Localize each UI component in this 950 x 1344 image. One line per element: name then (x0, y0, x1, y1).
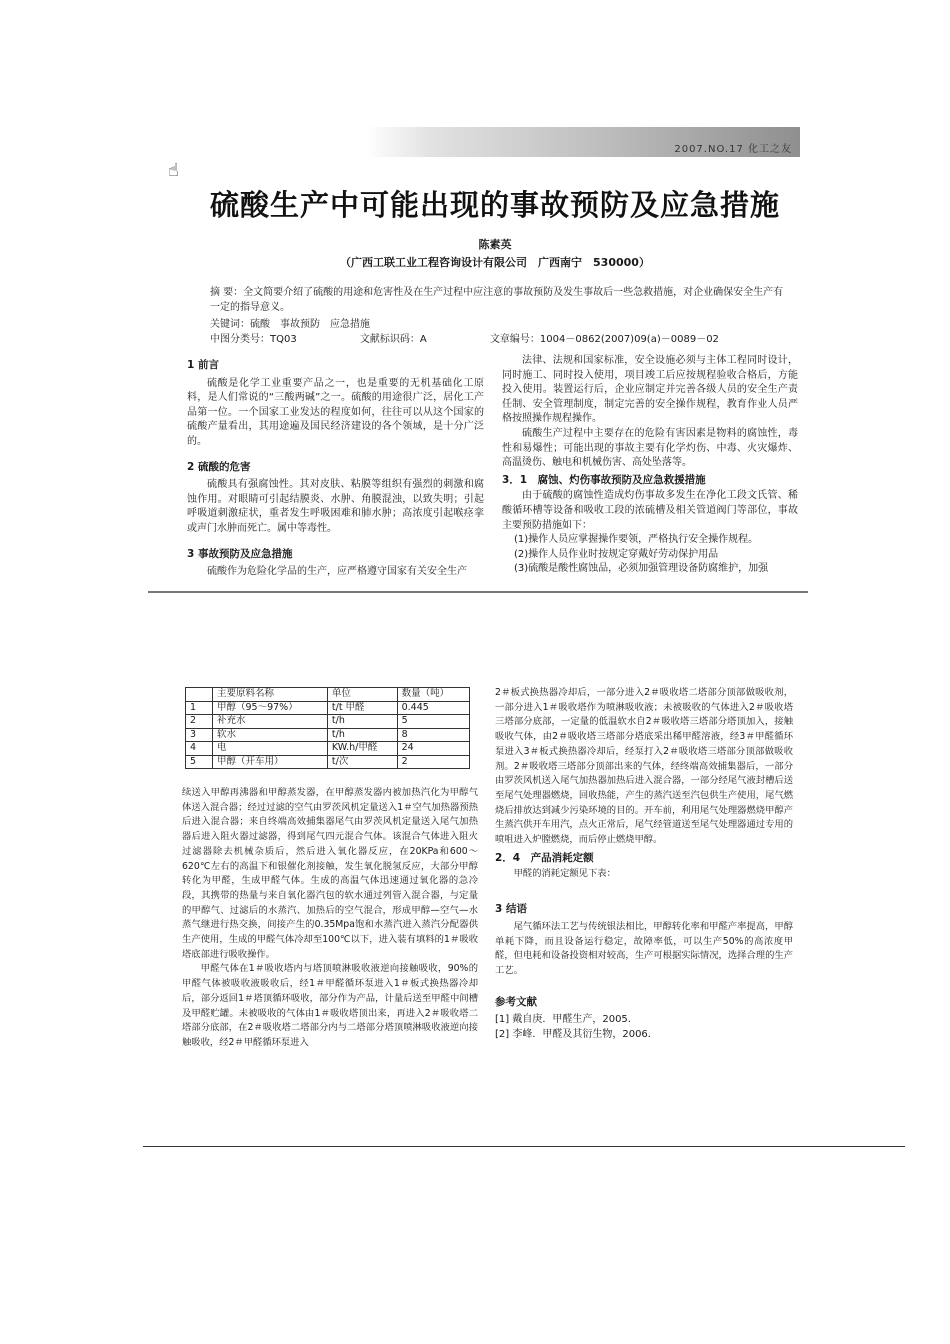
list-item: (2)操作人员作业时按规定穿戴好劳动保护用品 (514, 548, 719, 560)
paragraph: 由于硫酸的腐蚀性造成灼伤事故多发生在净化工段文氏管、稀酸循环槽等设备和吸收工段的浓硫槽及相关管道阀门等部位，事故主要预防措施如下： (502, 490, 798, 531)
reference-item: [2] 李峰．甲醛及其衍生物，2006． (495, 1029, 658, 1041)
consumption-table (185, 687, 470, 769)
section-heading: 2 硫酸的危害 (187, 460, 251, 473)
table-cell: 1 (186, 701, 213, 715)
table-header-row (186, 688, 470, 702)
table-cell: 4 (186, 742, 213, 756)
table-cell: 甲醇（开车用） (213, 755, 328, 769)
article-number: 文章编号：1004－0862(2007)09(a)－0089－02 (489, 334, 719, 345)
lower-right-column (495, 686, 793, 1042)
clc-number: 中图分类号：TQ03 (210, 334, 297, 345)
table-cell: 5 (186, 755, 213, 769)
upper-right-column (502, 354, 798, 577)
lower-left-column (182, 786, 478, 1051)
list-item: (1)操作人员应掌握操作要领，严格执行安全操作规程。 (514, 534, 759, 546)
journal-header-strip (366, 127, 800, 157)
table-row (186, 728, 470, 742)
section-heading: 1 前言 (187, 359, 219, 371)
paragraph: 续送入甲醇再沸器和甲醇蒸发器，在甲醇蒸发器内被加热汽化为甲醇气体送入混合器；经过过滤的空气由罗茨风机定量送入1＃空气加热器预热后进入混合器；来自终端高效捕集器尾气由罗茨风机定量送入尾气加热器后进入阻火器过滤器，得到尾气四元混合气体。该混合气体进入阻火过滤器除去机械杂质后，然后进入氧化器反应，在20KPa和600～620℃左右的高温下和银催化剂接触，发生氧化脱氢反应，大部分甲醇转化为甲醛，生成甲醛气体。生成的高温气体迅速通过氧化器的急冷段，其携带的热量与来自氧化器汽包的软水通过列管入混合器，与定量的甲醇气、过滤后的水蒸汽、加热后的空气混合，形成甲醇—空气—水蒸气继进行热交换，间接产生的0.35Mpa饱和水蒸汽进入蒸汽分配器供生产使用，生成的甲醛气体冷却至100℃以下，进入装有填料的1＃吸收塔底部进行吸收操作。 (182, 787, 478, 960)
reference-item: [1] 戴自庚．甲醛生产，2005． (495, 1014, 638, 1026)
paragraph: 硫酸具有强腐蚀性。其对皮肤、粘膜等组织有强烈的刺激和腐蚀作用。对眼睛可引起结膜炎、水肿、角膜混浊，以致失明；引起呼吸道刺激症状，重者发生呼吸困难和肺水肿；高浓度引起喉痉挛或声门水肿而死亡。属中等毒性。 (187, 479, 484, 534)
table-cell: KW.h/甲醛 (327, 742, 397, 756)
subsection-heading: 3．1 腐蚀、灼伤事故预防及应急救援措施 (502, 473, 706, 486)
table-cell: t/t 甲醛 (327, 701, 397, 715)
table-cell: 甲醇（95～97%） (213, 701, 328, 715)
table-cell: 0.445 (397, 701, 469, 715)
paragraph: 硫酸是化学工业重要产品之一，也是重要的无机基础化工原料，是人们常说的“三酸两碱”之一。硫酸的用途很广泛，居化工产品第一位。一个国家工业发达的程度如何，往往可以从这个国家的硫酸产量看出，其用途遍及国民经济建设的各个领域，是十分广泛的。 (187, 377, 484, 447)
table-cell: 2 (186, 715, 213, 729)
table-cell: 5 (397, 715, 469, 729)
table-header-cell: 单位 (327, 688, 397, 702)
page-divider (148, 591, 808, 593)
table-row (186, 701, 470, 715)
affiliation: （广西工联工业工程咨询设计有限公司 广西南宁 530000） (340, 256, 650, 269)
article-title: 硫酸生产中可能出现的事故预防及应急措施 (209, 188, 780, 222)
paragraph: 硫酸生产过程中主要存在的危险有害因素是物料的腐蚀性，毒性和易爆性；可能出现的事故主要有化学灼伤、中毒、火灾爆炸、高温烫伤、触电和机械伤害、高处坠落等。 (502, 427, 798, 469)
list-item: (3)硫酸是酸性腐蚀品，必须加强管理设备防腐维护，加强 (514, 563, 769, 575)
references-heading: 参考文献 (495, 995, 537, 1008)
paragraph: 尾气循环法工艺与传统银法相比，甲醇转化率和甲醛产率提高，甲醇单耗下降，而且设备运行稳定，故障率低，可以生产50%的高浓度甲醛，但电耗和设备投资相对较高，生产可根据实际情况，选择合理的生产工艺。 (495, 920, 793, 976)
paragraph: 硫酸作为危险化学品的生产，应严格遵守国家有关安全生产 (207, 566, 467, 578)
table-cell: 2 (397, 755, 469, 769)
abstract: 摘 要：全文简要介绍了硫酸的用途和危害性及在生产过程中应注意的事故预防及发生事故后一些急救措施，对企业确保安全生产有一定的指导意义。 (210, 287, 784, 313)
table-cell: 3 (186, 728, 213, 742)
author: 陈素英 (478, 238, 512, 251)
keywords: 关键词：硫酸 事故预防 应急措施 (210, 319, 370, 330)
paragraph: 甲醛的消耗定额见下表： (513, 868, 616, 880)
table-cell: 电 (213, 742, 328, 756)
bottom-rule (143, 1146, 905, 1147)
classification-line (210, 330, 779, 345)
table-cell: 补充水 (213, 715, 328, 729)
table-row (186, 742, 470, 756)
table-header-cell: 数量（吨） (397, 688, 469, 702)
section-heading: 3 结语 (495, 903, 527, 916)
table-header-cell (186, 688, 213, 702)
journal-header-text: 2007.NO.17 化工之友 (674, 144, 792, 155)
table-cell: t/h (327, 728, 397, 742)
document-code: 文献标识码：A (359, 334, 427, 345)
subsection-heading: 2．4 产品消耗定额 (495, 851, 594, 864)
table-cell: 8 (397, 728, 469, 742)
table-row (186, 755, 470, 769)
paragraph: 2＃板式换热器冷却后，一部分进入2＃吸收塔二塔部分顶部做吸收剂，一部分进入1＃吸收塔作为喷淋吸收液；未被吸收的气体进入2＃吸收塔三塔部分底部，一定量的低温软水自2＃吸收塔三塔部分塔顶加入，接触吸收气体，由2＃吸收塔三塔部分塔底采出稀甲醛溶液，经3＃甲醛循环泵进入3＃板式换热器冷却后，经泵打入2＃吸收塔三塔部分顶部做吸收剂。2＃吸收塔三塔部分顶部出来的气体，经终端高效捕集器后，一部分由罗茨风机送入尾气加热器加热后进入混合器，一部分经尾气液封槽后送至尾气处理器燃烧，回收热能，产生的蒸汽送至汽包供生产使用，尾气燃烧后排放达到减少污染环境的目的。开车前，利用尾气处理器燃烧甲醇产生蒸汽供开车用汽，点火正常后，尾气经管道送至尾气处理器通过专用的喷咀进入炉膛燃烧，而后停止燃烧甲醇。 (495, 687, 793, 846)
paragraph: 甲醛气体在1＃吸收塔内与塔顶喷淋吸收液逆向接触吸收，90%的甲醛气体被吸收液吸收后，经1＃甲醛循环泵进入1＃板式换热器冷却后，部分返回1＃塔顶循环吸收，部分作为产品，计量后送至甲醛中间槽及甲醛贮罐。未被吸收的气体由1＃吸收塔顶出来，再进入2＃吸收塔二塔部分底部，在2＃吸收塔二塔部分内与二塔部分塔顶喷淋吸收液逆向接触吸收，经2＃甲醛循环泵进入 (182, 963, 478, 1048)
table-cell: t/h (327, 715, 397, 729)
table-cell: 软水 (213, 728, 328, 742)
section-heading: 3 事故预防及应急措施 (187, 547, 293, 560)
table-header-cell: 主要原料名称 (213, 688, 328, 702)
upper-left-column (187, 352, 484, 580)
hand-pointer-icon: ☝ (168, 160, 179, 181)
table-row (186, 715, 470, 729)
table-cell: t/次 (327, 755, 397, 769)
paragraph: 法律、法规和国家标准，安全设施必须与主体工程同时设计，同时施工、同时投入使用，项目竣工后应按规程验收合格后，方能投入使用。装置运行后，企业应制定并完善各级人员的安全生产责任制、安全管理制度，制定完善的安全操作规程，教育作业人员严格按照操作规程操作。 (502, 355, 798, 425)
table-cell: 24 (397, 742, 469, 756)
